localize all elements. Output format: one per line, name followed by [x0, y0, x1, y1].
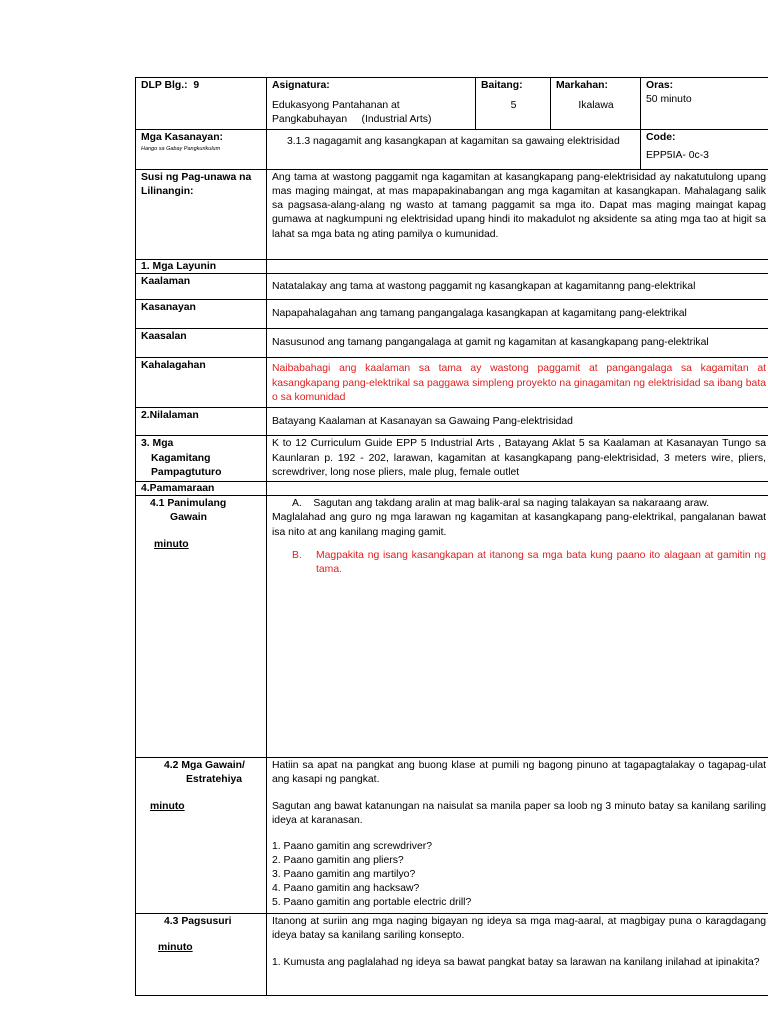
- kagamitan-label-2: Kagamitang: [151, 452, 211, 464]
- kahalagahan-value: Naibabahagi ang kaalaman sa tama ay wastong paggamit at pangangalaga sa kagamitan at kasangkapang pang-elektrikal sa paggawa simpleng proyekto na ginagamitan ng elektrisidad sa ibang bata o sa komunidad: [267, 358, 768, 408]
- kaasalan-row: [136, 329, 768, 358]
- markahan-label: Markahan:: [556, 80, 608, 91]
- pamamaraan-heading-row: [136, 481, 768, 495]
- markahan-value: Ikalawa: [578, 100, 614, 112]
- gawain-label-2: Estratehiya: [186, 774, 243, 786]
- kasanayan-row: [136, 130, 768, 170]
- kahalagahan-row: [136, 358, 768, 408]
- panimulang-row: [136, 496, 768, 758]
- pagsusuri-minuto: minuto: [158, 942, 193, 954]
- asignatura-value: Edukasyong Pantahanan at Pangkabuhayan (Industrial Arts): [272, 100, 432, 126]
- susi-label: Susi ng Pag-unawa na Lilinangin:: [136, 170, 267, 260]
- panimulang-b-text: Maglalahad ang guro ng mga larawan ng kagamitan at kasangkapang pang-elektrikal, pangalanan bawat isa nito at ang kanilang maging gamit.: [272, 512, 766, 538]
- dlp-cell: [136, 78, 267, 130]
- kagamitan-row: [136, 436, 768, 481]
- kaalaman-value: Natatalakay ang tama at wastong paggamit ng kasangkapan at kagamitanng pang-elektrikal: [267, 274, 768, 300]
- lesson-plan-table: [135, 77, 768, 996]
- panimulang-content: [267, 496, 768, 758]
- asignatura-cell: [267, 78, 476, 130]
- gawain-p1: Hatiin sa apat na pangkat ang buong klase at pumili ng bagong pinuno at tagapagtalakay o tagapag-ulat ang kasapi ng pangkat.: [272, 760, 766, 786]
- kasanayan-objective-label: Kasanayan: [136, 300, 267, 329]
- panimulang-label-1: 4.1 Panimulang: [150, 498, 227, 510]
- pamamaraan-label: 4.Pamamaraan: [136, 481, 267, 495]
- dlp-label: DLP Blg.:: [141, 80, 188, 91]
- oras-cell: [641, 78, 768, 130]
- layunin-heading-row: [136, 260, 768, 274]
- header-row: [136, 78, 768, 130]
- panimulang-minuto: minuto: [154, 538, 189, 550]
- gawain-question-4: 4. Paano gamitin ang hacksaw?: [272, 883, 420, 895]
- panimulang-item-b: [272, 549, 766, 577]
- kagamitan-label-3: Pampagtuturo: [151, 466, 222, 478]
- pagsusuri-label-cell: [136, 914, 267, 996]
- kagamitan-value: K to 12 Curriculum Guide EPP 5 Industrial Arts , Batayang Aklat 5 sa Kaalaman at Kasanayan Tungo sa Kaunlaran p. 192 - 202, larawan, kagamitan at kasangkapang pang-elektrisidad, 3 meters wire, pliers, screwdriver, long nose pliers, male plug, female outlet: [267, 436, 768, 481]
- layunin-label: 1. Mga Layunin: [136, 260, 267, 274]
- panimulang-label-2: Gawain: [170, 512, 207, 524]
- kasanayan-objective-row: [136, 300, 768, 329]
- gawain-question-2: 2. Paano gamitin ang pliers?: [272, 855, 404, 866]
- kahalagahan-label: Kahalagahan: [136, 358, 267, 408]
- panimulang-label-cell: [136, 496, 267, 758]
- baitang-cell: [476, 78, 551, 130]
- gawain-content: [267, 758, 768, 914]
- gawain-p2: Sagutan ang bawat katanungan na naisulat sa manila paper sa loob ng 3 minuto batay sa kanilang sariling ideya at karanasan.: [272, 800, 766, 826]
- kaalaman-row: [136, 274, 768, 300]
- panimulang-c-marker: B.: [292, 549, 302, 561]
- kasanayan-label: Mga Kasanayan:: [141, 132, 223, 143]
- kasanayan-value-cell: [267, 130, 641, 170]
- gawain-minuto: minuto: [150, 800, 185, 812]
- panimulang-a-text: Sagutan ang takdang aralin at mag balik-aral sa naging talakayan sa nakaraang araw.: [313, 498, 710, 510]
- pagsusuri-content: [267, 914, 768, 996]
- nilalaman-label: 2.Nilalaman: [136, 408, 267, 436]
- gawain-label-cell: [136, 758, 267, 914]
- layunin-empty-cell: [267, 260, 768, 274]
- kagamitan-label-cell: [136, 436, 267, 481]
- oras-label: Oras:: [646, 80, 674, 91]
- pagsusuri-label: 4.3 Pagsusuri: [164, 916, 232, 928]
- pagsusuri-p1: Itanong at suriin ang mga naging bigayan ng ideya sa mga mag-aaral, at magbigay puna o karagdagang ideya batay sa kanilang sariling konsepto.: [272, 916, 766, 942]
- kasanayan-value: 3.1.3 nagagamit ang kasangkapan at kagamitan sa gawaing elektrisidad: [287, 136, 620, 147]
- markahan-cell: [551, 78, 641, 130]
- asignatura-label: Asignatura:: [272, 80, 330, 91]
- code-cell: [641, 130, 768, 170]
- kaasalan-value: Nasusunod ang tamang pangangalaga at gamit ng kagamitan at kasangkapang pang-elektrikal: [267, 329, 768, 358]
- susi-value: Ang tama at wastong paggamit nga kagamitan at kasangkapang pang-elektrisidad ay nakatutulong upang mas maging maingat, at mas mapapakinabangan ang mga kagamitan at kasangkapan. Mahalagang salik sa pagsasa-alang-alang ng wasto at tamang paggamit sa mga ito. Dapat mas maging maingat kapag gumawa at nagkumpuni ng elektrisidad upang hindi ito makadulot ng aksidente sa ating mga tao at higit sa lahat sa mga bata ng ating pamilya o kumunidad.: [267, 170, 768, 260]
- gawain-row: [136, 758, 768, 914]
- code-label: Code:: [646, 132, 676, 143]
- kagamitan-label-1: 3. Mga: [141, 438, 174, 450]
- gawain-label-1: 4.2 Mga Gawain/: [164, 760, 245, 772]
- oras-value: 50 minuto: [646, 94, 692, 106]
- gawain-question-1: 1. Paano gamitin ang screwdriver?: [272, 840, 432, 852]
- panimulang-c-text: Magpakita ng isang kasangkapan at itanong sa mga bata kung paano ito alagaan at gamitin ng tama.: [316, 549, 766, 575]
- nilalaman-row: [136, 408, 768, 436]
- gawain-question-3: 3. Paano gamitin ang martilyo?: [272, 869, 416, 881]
- gawain-question-5: 5. Paano gamitin ang portable electric drill?: [272, 897, 472, 909]
- kasanayan-label-cell: [136, 130, 267, 170]
- baitang-label: Baitang:: [481, 80, 523, 91]
- panimulang-a-marker: A.: [292, 498, 302, 510]
- kasanayan-sublabel: Hango sa Gabay Pangkurikulum: [141, 146, 221, 153]
- pamamaraan-empty-cell: [267, 481, 768, 495]
- nilalaman-value: Batayang Kaalaman at Kasanayan sa Gawaing Pang-elektrisidad: [267, 408, 768, 436]
- panimulang-item-a: [272, 497, 766, 511]
- susi-row: [136, 170, 768, 260]
- code-value: EPP5IA- 0c-3: [646, 150, 709, 162]
- kaalaman-label: Kaalaman: [136, 274, 267, 300]
- pagsusuri-row: [136, 914, 768, 996]
- dlp-number: 9: [193, 80, 200, 91]
- kasanayan-objective-value: Napapahalagahan ang tamang pangangalaga kasangkapan at kagamitang pang-elektrikal: [267, 300, 768, 329]
- pagsusuri-p2: 1. Kumusta ang paglalahad ng ideya sa bawat pangkat batay sa larawan na kanilang inilahad at ipinakita?: [272, 956, 760, 968]
- kaasalan-label: Kaasalan: [136, 329, 267, 358]
- baitang-value: 5: [510, 100, 517, 112]
